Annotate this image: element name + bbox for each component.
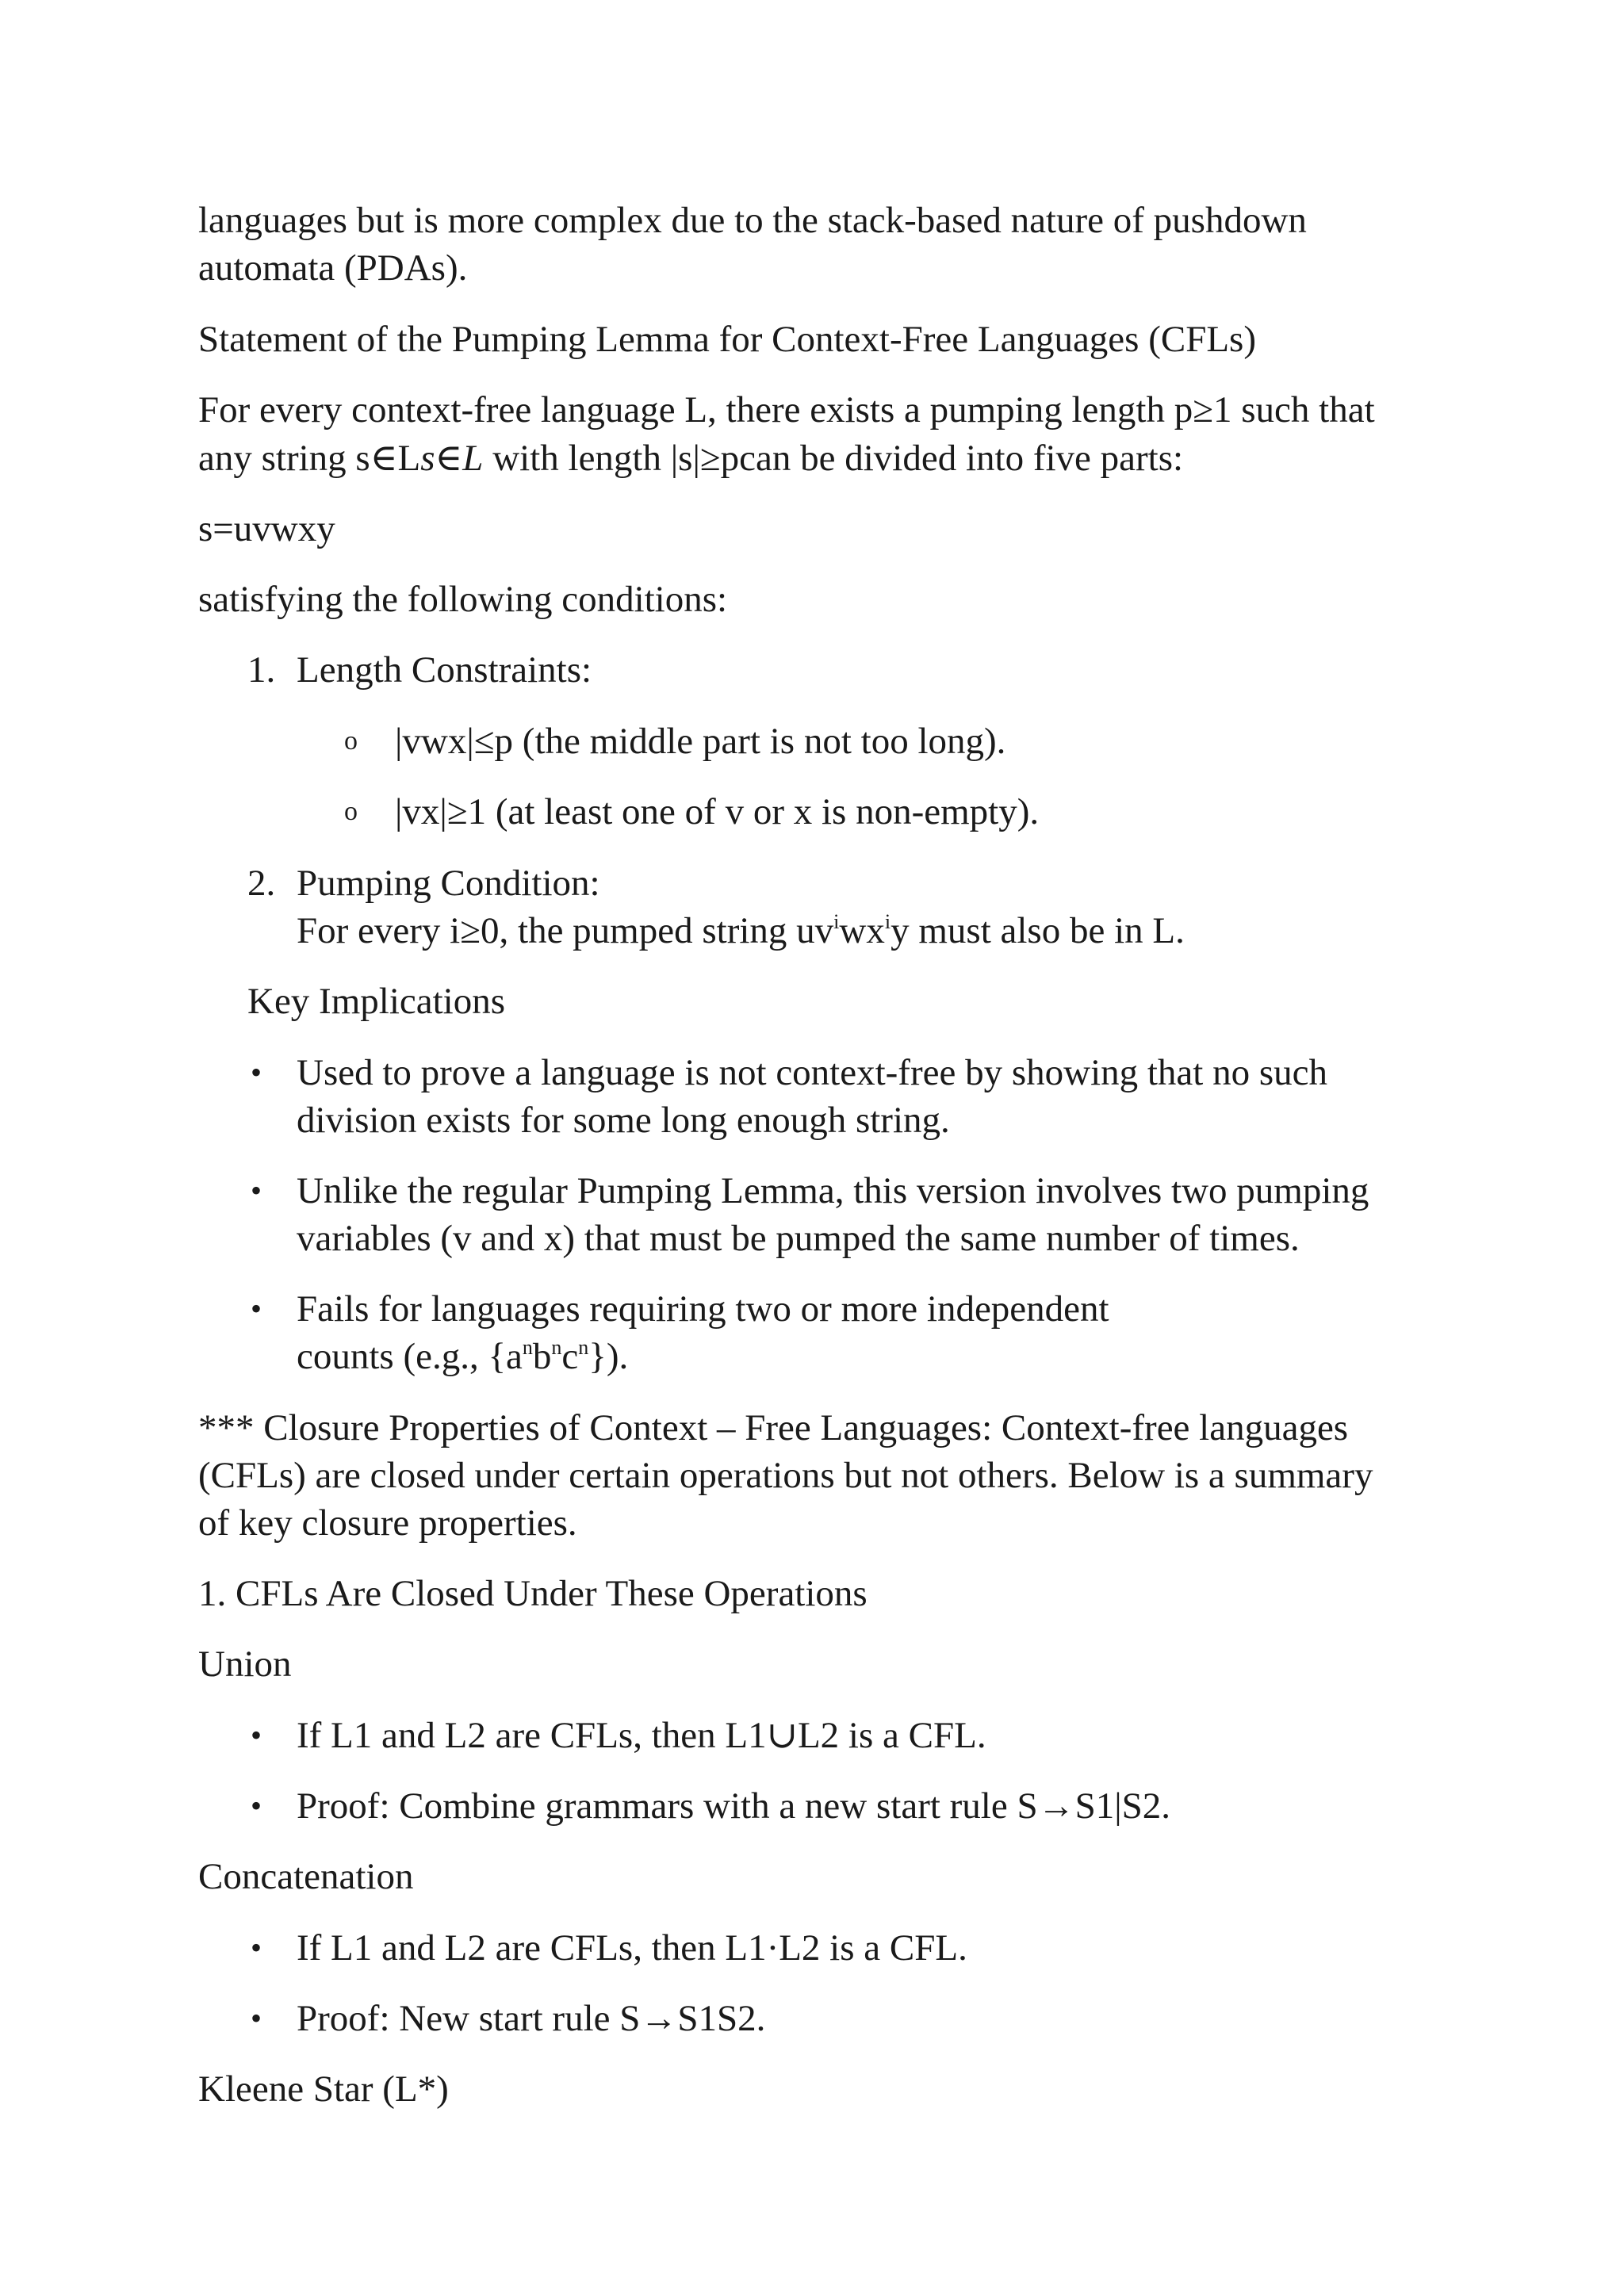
condition-1-number: 1.: [247, 649, 276, 691]
condition-2-detail: [297, 907, 1185, 955]
sub-item-1-text: |vwx|≤p (the middle part is not too long).: [395, 721, 1006, 762]
implication-3-b: b: [532, 1336, 552, 1377]
formula: s=uvwxy: [198, 508, 335, 549]
condition-2-detail-b: wx: [839, 910, 885, 951]
implication-2-line-2: variables (v and x) that must be pumped the same number of times.: [297, 1218, 1300, 1259]
conditions-intro: satisfying the following conditions:: [198, 579, 728, 620]
implication-3-bullet: •: [251, 1291, 262, 1326]
statement-line-2-b: with length |s|≥pcan be divided into five parts:: [483, 438, 1184, 479]
closure-line-2: (CFLs) are closed under certain operations but not others. Below is a summary: [198, 1455, 1373, 1496]
union-item-2-text: Proof: Combine grammars with a new start rule S→S1|S2.: [297, 1785, 1171, 1827]
statement-line-1: For every context-free language L, there exists a pumping length p≥1 such that: [198, 389, 1375, 430]
statement-line-2-a: any string s∈L: [198, 438, 421, 479]
sub-item-2-marker: o: [344, 797, 358, 826]
implications-heading: Key Implications: [247, 981, 506, 1022]
condition-2-sup-1: i: [833, 910, 840, 933]
concat-item-1-text: If L1 and L2 are CFLs, then L1·L2 is a CFL.: [297, 1927, 967, 1969]
sub-item-1-marker: o: [344, 726, 358, 756]
kleene-heading: Kleene Star (L*): [198, 2068, 449, 2110]
implication-3-sup-3: n: [578, 1336, 589, 1359]
implication-1-bullet: •: [251, 1054, 262, 1090]
concat-item-2-text: Proof: New start rule S→S1S2.: [297, 1998, 766, 2039]
condition-2-detail-a: For every i≥0, the pumped string uv: [297, 910, 834, 951]
union-item-1-bullet: •: [251, 1717, 262, 1753]
union-item-1-text: If L1 and L2 are CFLs, then L1∪L2 is a CFL.: [297, 1715, 986, 1756]
condition-2-detail-c: y must also be in L.: [891, 910, 1185, 951]
statement-line-2-italic: s∈L: [420, 438, 484, 479]
condition-2-number: 2.: [247, 863, 276, 904]
implication-3-a: counts (e.g., {a: [297, 1336, 523, 1377]
concat-item-2-bullet: •: [251, 2000, 262, 2036]
implication-3-d: }).: [588, 1336, 629, 1377]
implication-3-sup-1: n: [522, 1336, 533, 1359]
closure-line-1: *** Closure Properties of Context – Free Languages: Context-free languages: [198, 1407, 1349, 1448]
implication-3-c: c: [561, 1336, 579, 1377]
implication-1-line-2: division exists for some long enough string.: [297, 1100, 950, 1141]
implication-3-sup-2: n: [551, 1336, 562, 1359]
implication-2-bullet: •: [251, 1173, 262, 1208]
implication-2-line-1: Unlike the regular Pumping Lemma, this version involves two pumping: [297, 1170, 1369, 1211]
sub-item-2-text: |vx|≥1 (at least one of v or x is non-empty).: [395, 791, 1040, 832]
concat-heading: Concatenation: [198, 1856, 414, 1897]
implication-3-line-1: Fails for languages requiring two or more independent: [297, 1288, 1109, 1330]
closed-heading: 1. CFLs Are Closed Under These Operations: [198, 1573, 868, 1614]
intro-line-2: automata (PDAs).: [198, 247, 468, 289]
closure-line-3: of key closure properties.: [198, 1502, 577, 1544]
intro-line-1: languages but is more complex due to the stack-based nature of pushdown: [198, 200, 1307, 241]
condition-2-title: Pumping Condition:: [297, 863, 600, 904]
implication-3-line-2: [297, 1333, 628, 1380]
statement-heading: Statement of the Pumping Lemma for Context-Free Languages (CFLs): [198, 319, 1256, 360]
statement-line-2: [198, 434, 1183, 482]
implication-1-line-1: Used to prove a language is not context-free by showing that no such: [297, 1052, 1328, 1093]
condition-1-title: Length Constraints:: [297, 649, 592, 691]
concat-item-1-bullet: •: [251, 1930, 262, 1965]
union-heading: Union: [198, 1644, 292, 1685]
condition-2-sup-2: i: [884, 910, 891, 933]
union-item-2-bullet: •: [251, 1788, 262, 1823]
